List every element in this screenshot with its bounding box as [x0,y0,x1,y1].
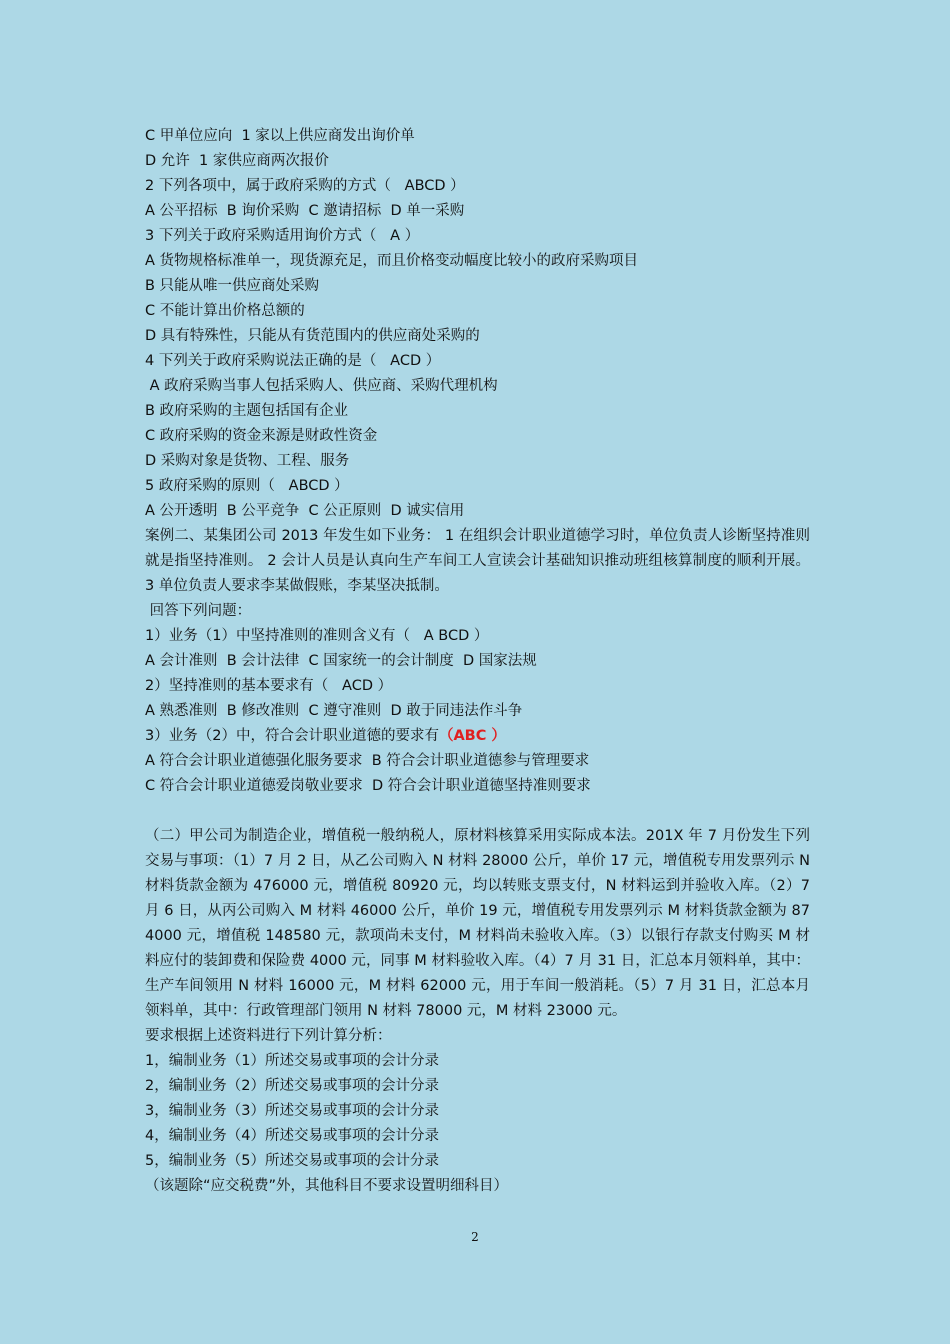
part-2-task-5: 5，编制业务（5）所述交易或事项的会计分录 [145,1153,439,1169]
part-2-task-4: 4，编制业务（4）所述交易或事项的会计分录 [145,1128,439,1144]
case-2-question-1: 1）业务（1）中坚持准则的准则含义有（ A BCD ） [145,628,489,644]
question-3: 3 下列关于政府采购适用询价方式（ A ） [145,228,420,244]
question-3-option-c: C 不能计算出价格总额的 [145,303,305,319]
case-2-question-3 [145,724,810,749]
part-2-paragraph: （二）甲公司为制造企业，增值税一般纳税人，原材料核算采用实际成本法。201X 年 7 月份发生下列交易与事项：（1）7 月 2 日，从乙公司购入 N 材料 28000 公斤，单价 17 元，增值税专用发票列示 N 材料货款金额为 476000 元，增值税 80920 元，均以转账支票支付，N 材料运到并验收入库。（2）7 月 6 日，从丙公司购入 M 材料 46000 公斤，单价 19 元，增值税专用发票列示 M 材料货款金额为 874000 元，增值税 148580 元，款项尚未支付，M 材料尚未验收入库。（3）以银行存款支付购买 M 材料应付的装卸费和保险费 4000 元，同事 M 材料验收入库。（4）7 月 31 日，汇总本月领料单，其中：生产车间领用 N 材料 16000 元，M 材料 62000 元，用于车间一般消耗。（5）7 月 31 日，汇总本月领料单，其中：行政管理部门领用 N 材料 78000 元，M 材料 23000 元。 [145,828,810,1019]
question-4-option-b: B 政府采购的主题包括国有企业 [145,403,349,419]
question-5-options: A 公开透明 B 公平竞争 C 公正原则 D 诚实信用 [145,503,465,519]
part-2-task-2: 2，编制业务（2）所述交易或事项的会计分录 [145,1078,439,1094]
case-2-question-3-options-2: C 符合会计职业道德爱岗敬业要求 D 符合会计职业道德坚持准则要求 [145,778,591,794]
question-3-option-a: A 货物规格标准单一，现货源充足，而且价格变动幅度比较小的政府采购项目 [145,253,639,269]
case-2-question-1-options: A 会计准则 B 会计法律 C 国家统一的会计制度 D 国家法规 [145,653,537,669]
case-2-question-3-answer: （ABC ） [438,728,506,744]
part-2-requirement: 要求根据上述资料进行下列计算分析： [145,1028,392,1044]
case-2-paragraph: 案例二、某集团公司 2013 年发生如下业务： 1 在组织会计职业道德学习时，单位负责人诊断坚持准则就是指坚持准则。 2 会计人员是认真向生产车间工人宣读会计基础知识推动班组核算制度的顺利开展。 3 单位负责人要求李某做假账，李某坚决抵制。 [145,528,810,594]
question-2: 2 下列各项中，属于政府采购的方式（ ABCD ） [145,178,465,194]
page-number: 2 [471,1230,479,1244]
question-4: 4 下列关于政府采购说法正确的是（ ACD ） [145,353,441,369]
case-2-question-2-options: A 熟悉准则 B 修改准则 C 遵守准则 D 敢于同违法作斗争 [145,703,523,719]
document-page [145,124,810,1199]
part-2-task-1: 1，编制业务（1）所述交易或事项的会计分录 [145,1053,439,1069]
spacer [145,799,810,824]
question-4-option-a: A 政府采购当事人包括采购人、供应商、采购代理机构 [145,378,498,394]
part-2-note: （该题除“应交税费”外，其他科目不要求设置明细科目） [145,1178,509,1194]
question-3-option-b: B 只能从唯一供应商处采购 [145,278,320,294]
text-line: D 允许 1 家供应商两次报价 [145,153,329,169]
question-2-options: A 公平招标 B 询价采购 C 邀请招标 D 单一采购 [145,203,465,219]
question-5: 5 政府采购的原则（ ABCD ） [145,478,349,494]
question-3-option-d: D 具有特殊性，只能从有货范围内的供应商处采购的 [145,328,480,344]
part-2-task-3: 3，编制业务（3）所述交易或事项的会计分录 [145,1103,439,1119]
case-2-question-3-text: 3）业务（2）中，符合会计职业道德的要求有 [145,728,439,744]
case-2-question-3-options-1: A 符合会计职业道德强化服务要求 B 符合会计职业道德参与管理要求 [145,753,590,769]
case-2-prompt: 回答下列问题： [145,603,252,619]
text-line: C 甲单位应向 1 家以上供应商发出询价单 [145,128,415,144]
question-4-option-d: D 采购对象是货物、工程、服务 [145,453,350,469]
question-4-option-c: C 政府采购的资金来源是财政性资金 [145,428,378,444]
case-2-question-2: 2）坚持准则的基本要求有（ ACD ） [145,678,393,694]
